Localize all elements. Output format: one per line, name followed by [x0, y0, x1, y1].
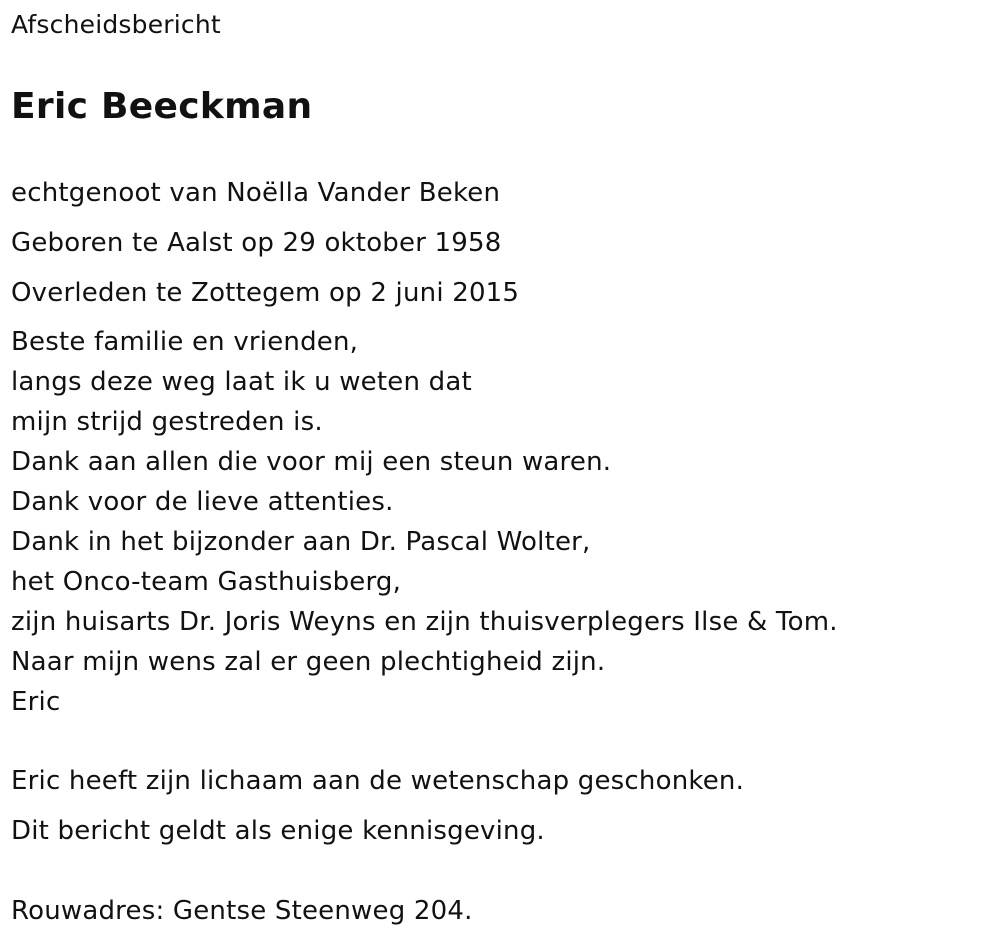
message-line: zijn huisarts Dr. Joris Weyns en zijn thuisverplegers Ilse & Tom.	[11, 607, 838, 637]
message-line: langs deze weg laat ik u weten dat	[11, 367, 472, 397]
message-line: Beste familie en vrienden,	[11, 327, 359, 357]
message-line: Dank in het bijzonder aan Dr. Pascal Wolter,	[11, 527, 591, 557]
message-signature: Eric	[11, 687, 61, 717]
message-line: mijn strijd gestreden is.	[11, 407, 323, 437]
birth-line: Geboren te Aalst op 29 oktober 1958	[11, 228, 502, 258]
spouse-line: echtgenoot van Noëlla Vander Beken	[11, 178, 501, 208]
message-line: het Onco-team Gasthuisberg,	[11, 567, 402, 597]
message-line: Naar mijn wens zal er geen plechtigheid zijn.	[11, 647, 606, 677]
mourning-address: Rouwadres: Gentse Steenweg 204.	[11, 896, 473, 926]
donation-line: Eric heeft zijn lichaam aan de wetenschap geschonken.	[11, 766, 745, 796]
death-line: Overleden te Zottegem op 2 juni 2015	[11, 278, 520, 308]
notice-line: Dit bericht geldt als enige kennisgeving.	[11, 816, 545, 846]
message-line: Dank voor de lieve attenties.	[11, 487, 394, 517]
message-line: Dank aan allen die voor mij een steun waren.	[11, 447, 612, 477]
deceased-name: Eric Beeckman	[11, 86, 313, 127]
document-kicker: Afscheidsbericht	[11, 10, 221, 39]
